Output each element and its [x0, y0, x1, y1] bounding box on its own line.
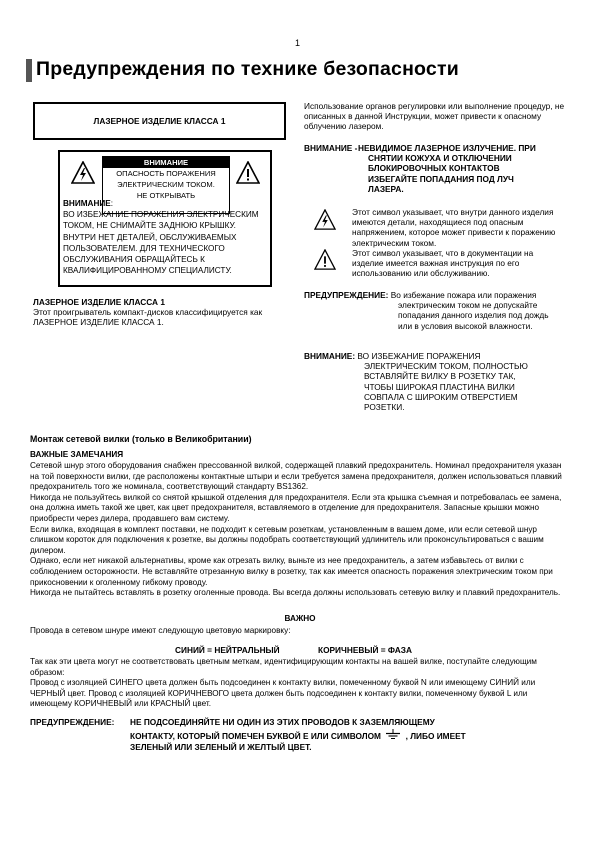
fire-warning-label: ПРЕДУПРЕЖДЕНИЕ: — [304, 290, 389, 300]
radiation-line-3: БЛОКИРОВОЧНЫХ КОНТАКТОВ — [368, 163, 500, 174]
brown-live-label: КОРИЧНЕВЫЙ = ФАЗА — [318, 645, 412, 655]
caution-body: ВО ИЗБЕЖАНИЕ ПОРАЖЕНИЯ ЭЛЕКТРИЧЕСКИМ ТОКОМ, НЕ СНИМАЙТЕ ЗАДНЮЮ КРЫШКУ. ВНУТРИ НЕТ ДЕТАЛЕЙ, ОБСЛУЖИВАЕМЫХ ПОЛЬЗОВАТЕЛЕМ. ДЛЯ ТЕХНИЧЕСКОГО ОБСЛУЖИВАНИЯ ОБРАЩАЙТЕСЬ К КВАЛИФИЦИРОВАННОМУ СПЕЦИАЛИСТУ. — [63, 210, 259, 276]
mains-paragraph-4: Однако, если нет никакой альтернативы, кроме как отрезать вилку, выньте из нее предохранитель, а затем избавьтесь от вилки с соблюдением осторожности. Не вставляйте отрезанную вилку в розетку, так как имеется опасность поражения электрическим током при прикосновении к оголенному гибкому проводу. — [30, 556, 553, 587]
mains-plug-title: Монтаж сетевой вилки (только в Великобритании) — [30, 434, 252, 444]
earth-warning-line-3: ЗЕЛЕНЫЙ ИЛИ ЗЕЛЕНЫЙ И ЖЕЛТЫЙ ЦВЕТ. — [130, 742, 312, 752]
caution-label: ВНИМАНИЕ — [63, 199, 111, 208]
laser-class-box — [33, 102, 286, 140]
exclamation-warning-icon — [236, 161, 260, 185]
plug-warning-label: ВНИМАНИЕ: — [304, 351, 356, 361]
laser-class-text: Этот проигрыватель компакт-дисков классифицируется как ЛАЗЕРНОЕ ИЗДЕЛИЕ КЛАССА 1. — [33, 307, 263, 328]
caution-line-2: ЭЛЕКТРИЧЕСКИМ ТОКОМ. — [117, 180, 215, 189]
caution-line-1: ОПАСНОСТЬ ПОРАЖЕНИЯ — [116, 169, 216, 178]
important-heading: ВАЖНО — [284, 614, 316, 623]
page-number: 1 — [294, 38, 300, 48]
plug-warning-rest: ЭЛЕКТРИЧЕСКИМ ТОКОМ, ПОЛНОСТЬЮ ВСТАВЛЯЙТЕ ВИЛКУ В РОЗЕТКУ ТАК, ЧТОБЫ ШИРОКАЯ ПЛАСТИНА ВИЛКИ СОВПАЛА С ШИРОКИМ ОТВЕРСТИЕМ РОЗЕТКИ. — [364, 361, 528, 413]
earth-warning-line-1: НЕ ПОДСОЕДИНЯЙТЕ НИ ОДИН ИЗ ЭТИХ ПРОВОДОВ К ЗАЗЕМЛЯЮЩЕМУ — [130, 717, 435, 727]
mains-paragraph-2: Никогда не пользуйтесь вилкой со снятой крышкой отделения для предохранителя. Если эта крышка съемная и потребовалась ее замена, она должна иметь такой же цвет, как цвет предохранителя, вставляемого в отделение для предохранителя. Запасные крышки можно приобрести через дилера, продавшего вам систему. — [30, 492, 562, 523]
earth-warning-line-2b: , ЛИБО ИМЕЕТ — [405, 730, 466, 741]
symbol-voltage-text: Этот символ указывает, что внутри данного изделия имеются детали, находящиеся под опасным напряжением, которое может привести к поражению электрическим током. — [352, 207, 556, 248]
radiation-line-1: НЕВИДИМОЕ ЛАЗЕРНОЕ ИЗЛУЧЕНИЕ. ПРИ — [358, 143, 536, 153]
controls-warning-text: Использование органов регулировки или выполнение процедур, не описанных в данной Инструкции, может привести к опасному облучению лазером. — [304, 101, 565, 132]
laser-class-label: ЛАЗЕРНОЕ ИЗДЕЛИЕ КЛАССА 1 — [93, 116, 226, 126]
earth-warning-label: ПРЕДУПРЕЖДЕНИЕ: — [30, 717, 115, 727]
caution-text: ВНИМАНИЕ: ВО ИЗБЕЖАНИЕ ПОРАЖЕНИЯ ЭЛЕКТРИЧЕСКИМ ТОКОМ, НЕ СНИМАЙТЕ ЗАДНЮЮ КРЫШКУ. ВНУТРИ НЕТ ДЕТАЛЕЙ, ОБСЛУЖИВАЕМЫХ ПОЛЬЗОВАТЕЛЕМ. ДЛЯ ТЕХНИЧЕСКОГО ОБСЛУЖИВАНИЯ ОБРАЩАЙТЕСЬ К КВАЛИФИЦИРОВАННОМУ СПЕЦИАЛИСТУ. — [63, 199, 259, 276]
page-title: Предупреждения по технике безопасности — [36, 58, 459, 80]
earth-warning-text — [130, 717, 466, 754]
radiation-label: ВНИМАНИЕ - — [304, 143, 358, 153]
lightning-warning-icon — [314, 209, 336, 231]
caution-line-3: НЕ ОТКРЫВАТЬ — [136, 191, 196, 200]
caution-header: ВНИМАНИЕ — [103, 157, 229, 168]
lightning-warning-icon — [71, 161, 95, 185]
exclamation-warning-icon — [314, 249, 336, 271]
wires-intro: Провода в сетевом шнуре имеют следующую цветовую маркировку: — [30, 626, 291, 635]
radiation-line-5: ЛАЗЕРА. — [368, 183, 404, 194]
wire-connection-text: Провод с изоляцией СИНЕГО цвета должен быть подсоединен к контакту вилки, помеченному буквой N или имеющему СИНИЙ или ЧЕРНЫЙ цвет. Провод с изоляцией КОРИЧНЕВОГО цвета должен быть подсоединен к контакту вилки, помеченному буквой L или имеющему КОРИЧНЕВЫЙ или КРАСНЫЙ цвет. — [30, 678, 536, 709]
colors-text: Так как эти цвета могут не соответствовать цветным меткам, идентифицирующим контакты на вашей вилке, поступайте следующим образом: — [30, 657, 537, 677]
important-notes-heading: ВАЖНЫЕ ЗАМЕЧАНИЯ — [30, 450, 124, 459]
mains-paragraph-5: Никогда не пытайтесь вставлять в розетку оголенные провода. Вы всегда должны использовать сетевую вилку и плавкий предохранитель. — [30, 588, 561, 598]
blue-neutral-label: СИНИЙ = НЕЙТРАЛЬНЫЙ — [175, 645, 280, 655]
earth-warning-line-2a: КОНТАКТУ, КОТОРЫЙ ПОМЕЧЕН БУКВОЙ Е ИЛИ СИМВОЛОМ — [130, 730, 381, 741]
mains-paragraph-1: Сетевой шнур этого оборудования снабжен прессованной вилкой, содержащей плавкий предохранитель. Номинал предохранителя указан на той поверхности вилки, где расположены контактные штыри и если требуется замена предохранителя, должен использоваться плавкий предохранитель того же номинала, соответствующий стандарту BS1362. — [30, 461, 562, 492]
plug-warning — [304, 351, 566, 412]
symbol-instruction-text: Этот символ указывает, что в документации на изделие имеется важная инструкция по его использованию или обслуживанию. — [352, 248, 534, 279]
laser-class-heading: ЛАЗЕРНОЕ ИЗДЕЛИЕ КЛАССА 1 — [33, 297, 165, 307]
fire-warning-first: Во избежание пожара или поражения — [390, 290, 537, 300]
earth-warning-line-2 — [130, 729, 466, 743]
radiation-line-4: ИЗБЕГАЙТЕ ПОПАДАНИЯ ПОД ЛУЧ — [368, 173, 514, 184]
fire-warning-rest: электрическим током не допускайте попадания данного изделия под дождь или в условия высокой влажности. — [398, 300, 549, 331]
mains-paragraph-3: Если вилка, входящая в комплект поставки, не подходит к сетевым розеткам, установленным в вашем доме, или если сетевой шнур слишком короток для подключения к розетке, вы должны подобрать соответствующий удлинитель или проконсультироваться с вашим дилером. — [30, 524, 544, 555]
title-accent-bar — [26, 59, 32, 82]
plug-warning-first: ВО ИЗБЕЖАНИЕ ПОРАЖЕНИЯ — [357, 351, 481, 361]
fire-warning — [304, 290, 566, 331]
earth-ground-icon — [385, 729, 401, 740]
radiation-line-2: СНЯТИИ КОЖУХА И ОТКЛЮЧЕНИИ — [368, 153, 512, 164]
mains-paragraphs — [30, 461, 570, 599]
caution-box — [58, 150, 272, 287]
